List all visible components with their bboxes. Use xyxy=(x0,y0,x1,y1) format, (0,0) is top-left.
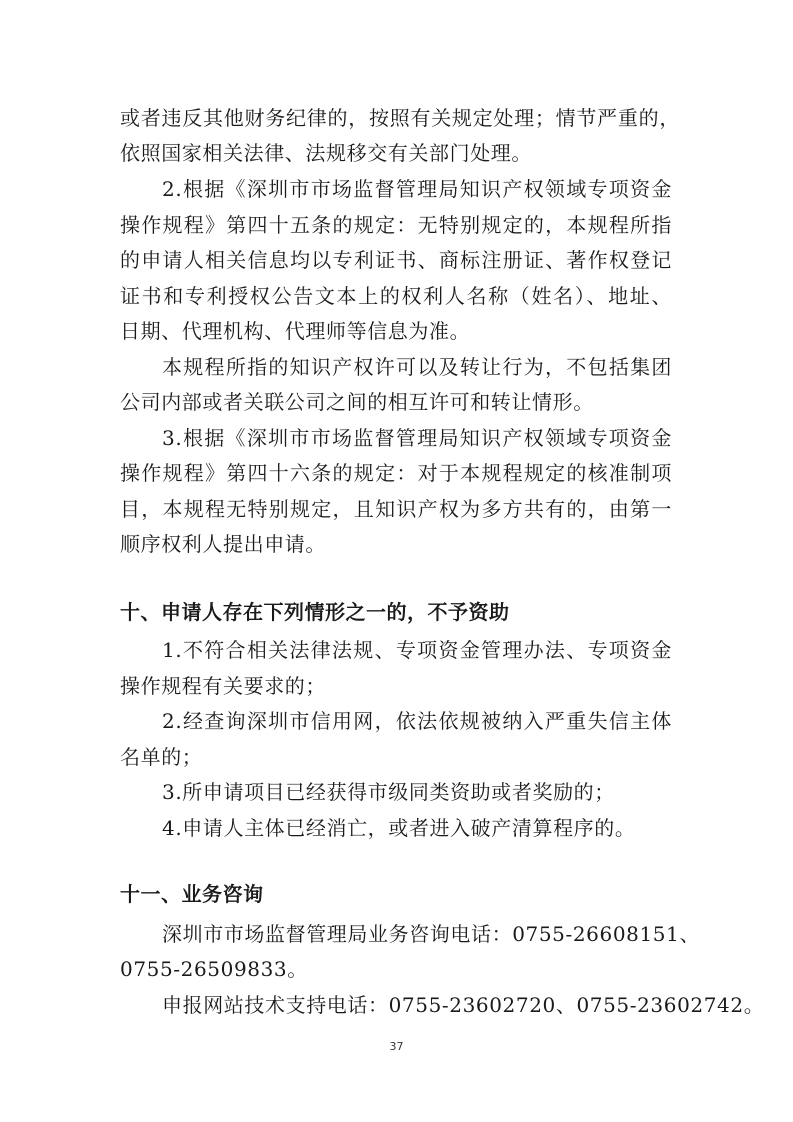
paragraph-2-line-1: 2.根据《深圳市市场监督管理局知识产权领域专项资金 xyxy=(162,177,672,201)
paragraph-2-line-5: 日期、代理机构、代理师等信息为准。 xyxy=(120,319,471,343)
tech-support-phone: 申报网站技术支持电话：0755-23602720、0755-23602742。 xyxy=(162,993,765,1017)
section-10-item-1-line-2: 操作规程有关要求的； xyxy=(120,674,326,698)
consult-phone-line-1: 深圳市市场监督管理局业务咨询电话：0755-26608151、 xyxy=(162,922,701,946)
section-10-item-1-line-1: 1.不符合相关法律法规、专项资金管理办法、专项资金 xyxy=(162,638,672,662)
paragraph-4-line-3: 目，本规程无特别规定，且知识产权为多方共有的，由第一 xyxy=(120,497,672,521)
paragraph-2-line-4: 证书和专利授权公告文本上的权利人名称（姓名）、地址、 xyxy=(120,284,672,308)
paragraph-4-line-1: 3.根据《深圳市市场监督管理局知识产权领域专项资金 xyxy=(162,426,672,450)
paragraph-4-line-4: 顺序权利人提出申请。 xyxy=(120,532,326,556)
paragraph-2-line-2: 操作规程》第四十五条的规定：无特别规定的，本规程所指 xyxy=(120,213,672,237)
page-number: 37 xyxy=(389,1040,404,1053)
section-10-item-3: 3.所申请项目已经获得市级同类资助或者奖励的； xyxy=(162,780,615,804)
section-10-item-4: 4.申请人主体已经消亡，或者进入破产清算程序的。 xyxy=(162,816,636,840)
paragraph-1-line-1: 或者违反其他财务纪律的，按照有关规定处理；情节严重的， xyxy=(120,106,680,130)
section-11-heading: 十一、业务咨询 xyxy=(120,882,264,906)
section-10-item-2-line-2: 名单的； xyxy=(120,745,203,769)
paragraph-3-line-2: 公司内部或者关联公司之间的相互许可和转让情形。 xyxy=(120,390,594,414)
paragraph-2-line-3: 的申请人相关信息均以专利证书、商标注册证、著作权登记 xyxy=(120,248,672,272)
paragraph-1-line-2: 依照国家相关法律、法规移交有关部门处理。 xyxy=(120,141,532,165)
paragraph-4-line-2: 操作规程》第四十六条的规定：对于本规程规定的核准制项 xyxy=(120,461,672,485)
paragraph-3-line-1: 本规程所指的知识产权许可以及转让行为，不包括集团 xyxy=(162,355,672,379)
consult-phone-line-2: 0755-26509833。 xyxy=(120,957,308,981)
section-10-item-2-line-1: 2.经查询深圳市信用网，依法依规被纳入严重失信主体 xyxy=(162,709,672,733)
section-10-heading: 十、申请人存在下列情形之一的，不予资助 xyxy=(120,600,510,624)
